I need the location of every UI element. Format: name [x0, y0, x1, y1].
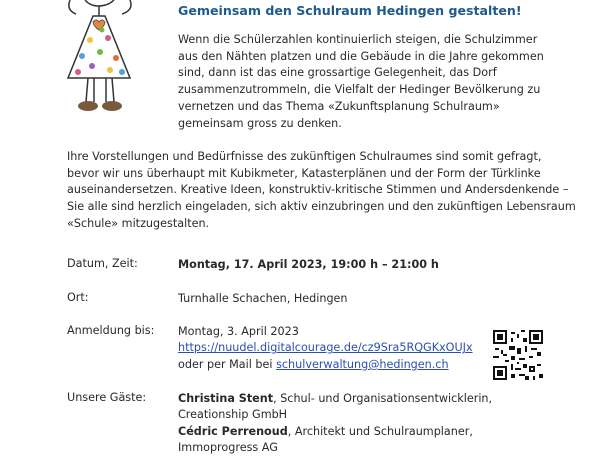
registration-link[interactable]: https://nuudel.digitalcourage.de/cz9Sra5RQGKxOUJx — [178, 341, 473, 355]
registration-block — [178, 324, 488, 373]
registration-label: Anmeldung bis: — [67, 324, 155, 337]
page-title: Gemeinsam den Schulraum Hedingen gestalten! — [178, 3, 522, 18]
registration-mail-prefix: oder per Mail bei — [178, 357, 273, 371]
guest-2-name: Cédric Perrenoud — [178, 424, 288, 438]
guest-1 — [178, 391, 538, 407]
guest-1-name: Christina Stent — [178, 392, 274, 405]
guest-2-role: , Architekt und Schulraumplaner, — [287, 424, 473, 438]
registration-email-link[interactable]: schulverwaltung@hedingen.ch — [276, 357, 449, 371]
date-label: Datum, Zeit: — [67, 257, 138, 270]
intro-paragraph: Wenn die Schülerzahlen kontinuierlich steigen, die Schulzimmer aus den Nähten platzen und die Gebäude in die Jahre gekommen sind, dann ist das eine grossartige Gelegenheit, das Dorf zusammenzutrommeln, die Vielfalt der Hedinger Bevölkerung zu vernetzen und das Thema «Zukunftsplanung Schulraum» gemeinsam gross zu denken. — [178, 33, 544, 130]
guest-2 — [178, 424, 538, 440]
place-value: Turnhalle Schachen, Hedingen — [178, 292, 348, 305]
registration-date: Montag, 3. April 2023 — [178, 325, 299, 338]
guest-2-company: Immoprogress AG — [178, 441, 278, 455]
child-drawing-illustration — [60, 0, 140, 116]
guests-label: Unsere Gäste: — [67, 391, 147, 404]
guests-block — [178, 391, 538, 457]
body-paragraph: Ihre Vorstellungen und Bedürfnisse des zukünftigen Schulraumes sind somit gefragt, bevor wir uns überhaupt mit Kubikmeter, Katasterplänen und der Form der Türklinke auseinandersetzen. Kreative Ideen, konstruktiv-kritische Stimmen und Andersdenkende – Sie alle sind herzlich eingeladen, sich aktiv einzubringen und den zukünftigen Lebensraum «Schule» mitzugestalten. — [67, 150, 576, 230]
guest-1-role: , Schul- und Organisationsentwicklerin, — [273, 392, 493, 405]
place-label: Ort: — [67, 291, 89, 304]
guest-1-company: Creationship GmbH — [178, 408, 288, 422]
date-value: Montag, 17. April 2023, 19:00 h – 21:00 h — [178, 258, 439, 271]
registration-mail-line — [178, 357, 488, 373]
qr-code-icon — [493, 330, 543, 380]
